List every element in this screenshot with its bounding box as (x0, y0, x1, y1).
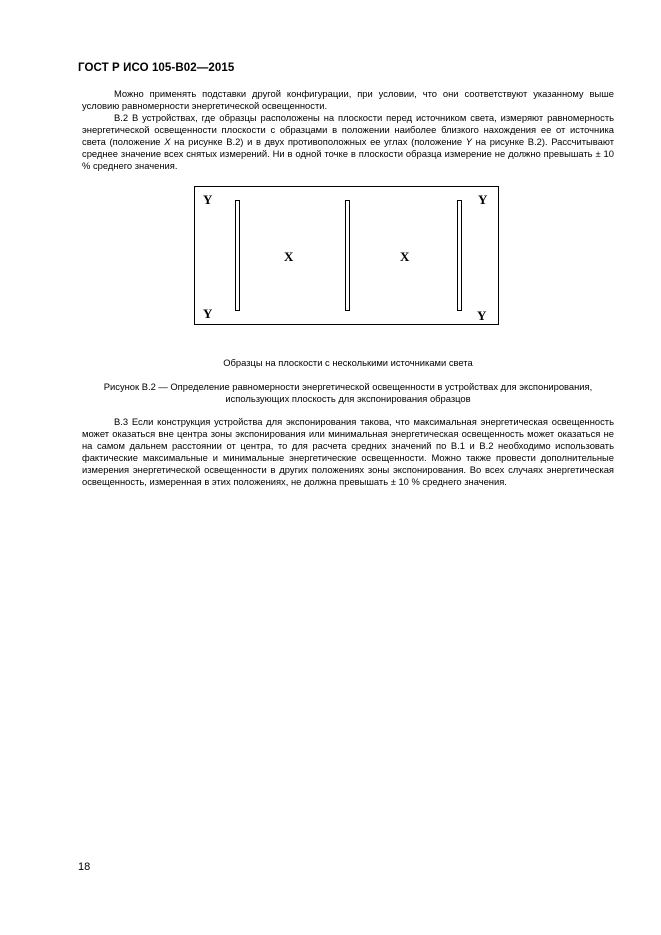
figure-caption (82, 381, 614, 405)
paragraph-supports (82, 88, 614, 112)
paragraph-b2 (82, 112, 614, 172)
position-y-ref: Y (465, 136, 472, 147)
position-x-left: X (284, 249, 294, 264)
light-source-center (345, 200, 350, 311)
light-source-left (235, 200, 240, 311)
figure-subcaption: Образцы на плоскости с несколькими источниками света (223, 357, 473, 368)
position-y-bottom-right: Y (477, 308, 487, 323)
paragraph-b2-part1: В.2 В устройствах, где образцы расположены на плоскости перед источником света, измеряют равномерность энергетической освещенности плоскости с образцами в положении наиболее близкого нахождения ее от источника света (положение (82, 112, 614, 147)
paragraph-b2-text (82, 112, 614, 172)
paragraph-b2-part3: на рисунке В.2). Рассчитывают среднее значение всех снятых измерений. Ни в одной точке в плоскости образца измерение не должно превышать ± 10 % среднего значения. (82, 136, 615, 171)
paragraph-supports-text: Можно применять подставки другой конфигурации, при условии, что они соответствуют указанному выше условию равномерности энергетической освещенности. (82, 88, 614, 111)
page-number: 18 (78, 861, 91, 873)
position-y-top-left: Y (203, 192, 213, 207)
figure-caption-line1: Рисунок В.2 — Определение равномерности энергетической освещенности в устройствах для экспонирования, (103, 381, 593, 392)
paragraph-b3 (82, 416, 614, 488)
position-x-right: X (400, 249, 410, 264)
paragraph-b3-text: В.3 Если конструкция устройства для экспонирования такова, что максимальная энергетическая освещенность может оказаться вне центра зоны экспонирования или минимальная энергетическая освещенность может оказаться не на самом дальнем расстоянии от центра, то для расчета средних значений по В.1 и В.2 необходимо использовать фактические максимальные и минимальные энергетические освещенности. Можно также провести дополнительные измерения энергетической освещенности в других положениях зоны экспонирования. Во всех случаях энергетическая освещенность, измеренная в этих положениях, не должна превышать ± 10 % среднего значения. (82, 416, 614, 487)
light-source-right (457, 200, 462, 311)
position-x-ref: X (164, 136, 171, 147)
paragraph-b2-part2: на рисунке В.2) и в двух противоположных ее углах (положение (170, 136, 466, 147)
position-y-bottom-left: Y (203, 306, 213, 321)
document-header: ГОСТ Р ИСО 105-B02—2015 (78, 62, 235, 74)
figure-caption-line2: использующих плоскость для экспонирования образцов (225, 393, 471, 404)
position-y-top-right: Y (478, 192, 488, 207)
figure-b2-diagram (194, 186, 499, 325)
